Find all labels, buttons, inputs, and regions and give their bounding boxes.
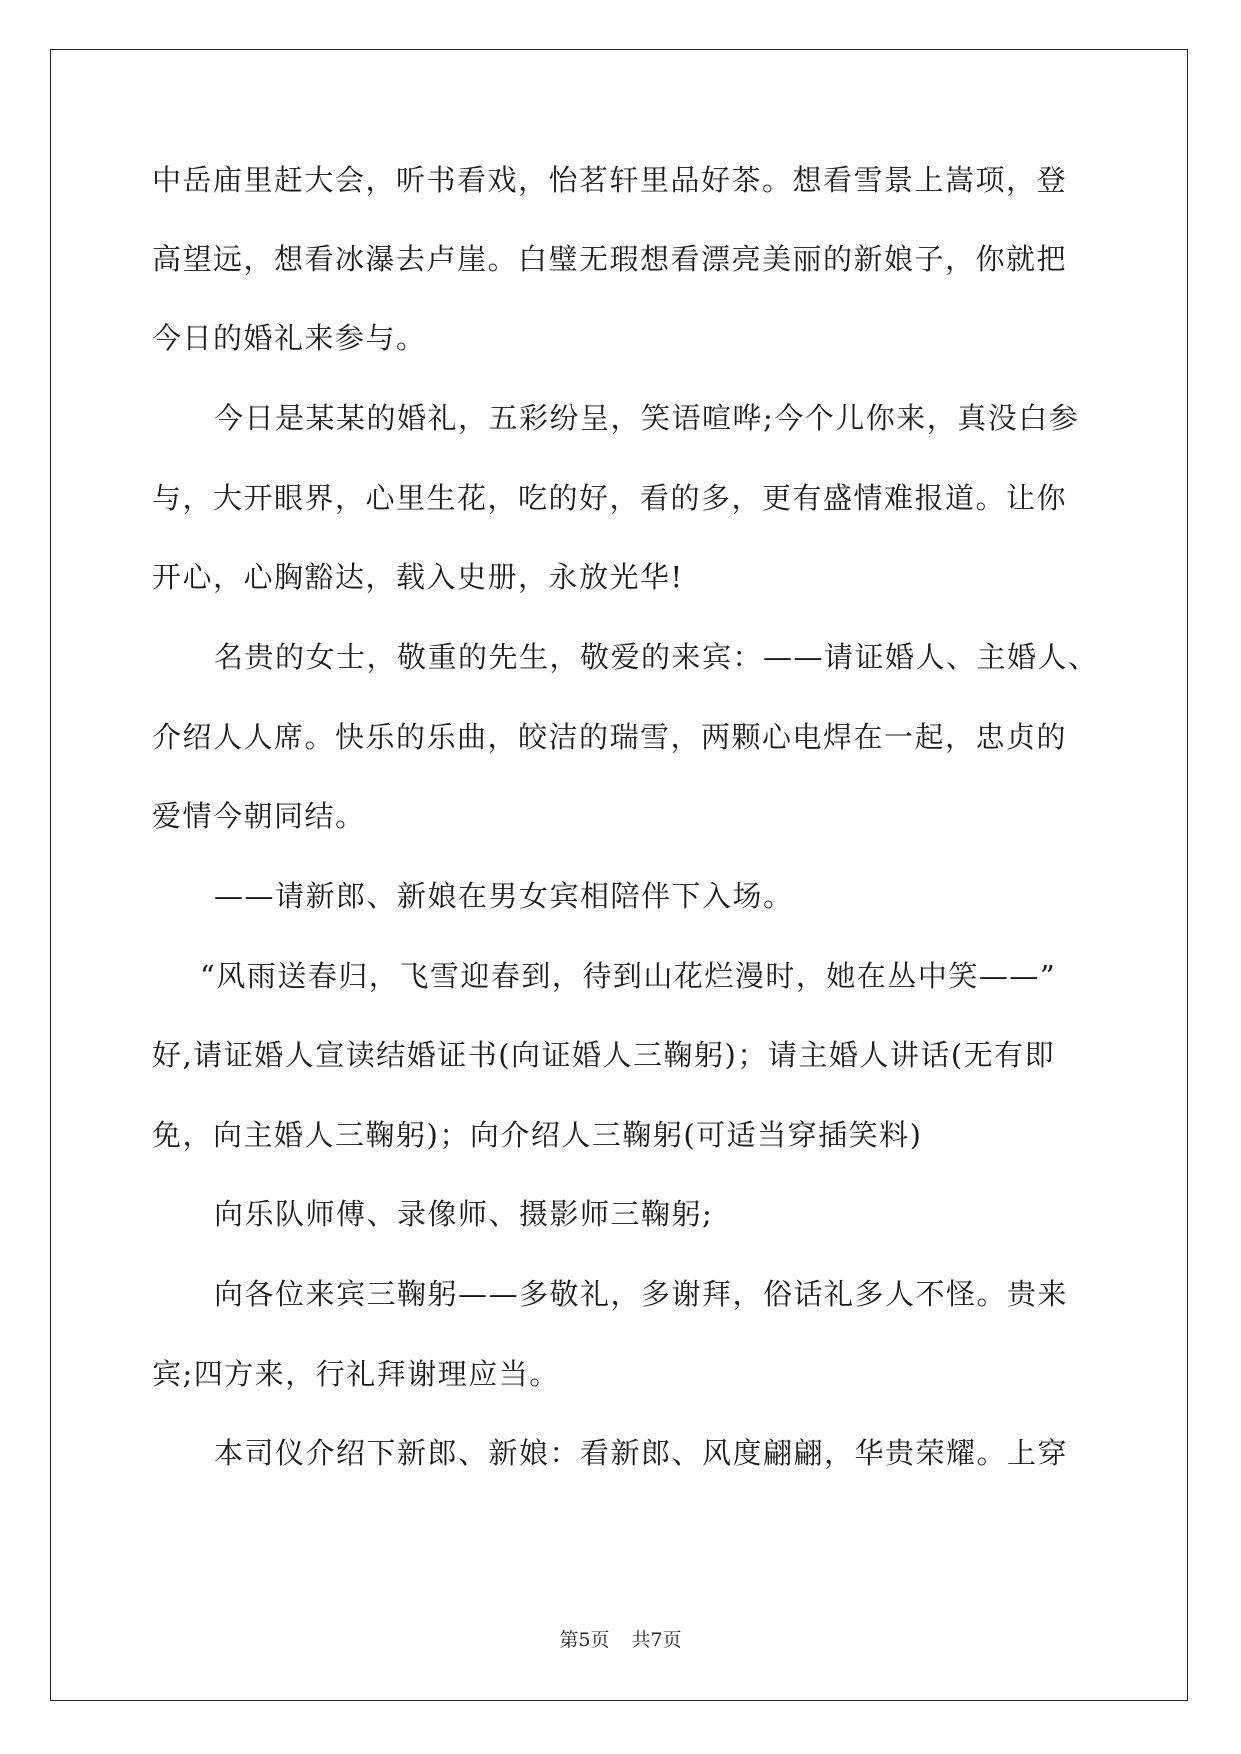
text-line: 向各位来宾三鞠躬——多敬礼，多谢拜，俗话礼多人不怪。贵来 [214, 1277, 1069, 1311]
text-line: 介绍人人席。快乐的乐曲，皎洁的瑞雪，两颗心电焊在一起，忠贞的 [152, 720, 1068, 754]
text-line: 高望远，想看冰瀑去卢崖。白璧无瑕想看漂亮美丽的新娘子，你就把 [152, 242, 1068, 276]
text-line: 名贵的女士，敬重的先生，敬爱的来宾：——请证婚人、主婚人、 [214, 640, 1099, 674]
text-line: 好,请证婚人宣读结婚证书(向证婚人三鞠躬)；请主婚人讲话(无有即 [152, 1038, 1056, 1072]
text-line: 免，向主婚人三鞠躬)；向介绍人三鞠躬(可适当穿插笑料) [152, 1118, 923, 1152]
page-footer [0, 1628, 1241, 1652]
text-line: 向乐队师傅、录像师、摄影师三鞠躬; [214, 1197, 714, 1231]
text-line: 今日是某某的婚礼，五彩纷呈，笑语喧哗;今个儿你来，真没白参 [214, 401, 1080, 435]
text-line: 与，大开眼界，心里生花，吃的好，看的多，更有盛情难报道。让你 [152, 481, 1068, 515]
page-number: 第5页 [559, 1629, 610, 1651]
text-line: 中岳庙里赶大会，听书看戏，怡茗轩里品好茶。想看雪景上嵩项，登 [152, 163, 1068, 197]
text-line: 本司仪介绍下新郎、新娘：看新郎、风度翩翩，华贵荣耀。上穿 [214, 1436, 1069, 1470]
text-line: ——请新郎、新娘在男女宾相陪伴下入场。 [214, 879, 794, 913]
text-line: 爱情今朝同结。 [152, 799, 366, 833]
text-line: 开心，心胸豁达，载入史册，永放光华! [152, 560, 684, 594]
text-line: “风雨送春归，飞雪迎春到，待到山花烂漫时，她在丛中笑——” [200, 959, 1057, 993]
text-line: 宾;四方来，行礼拜谢理应当。 [152, 1357, 560, 1391]
page-total: 共7页 [631, 1629, 682, 1651]
text-line: 今日的婚礼来参与。 [152, 321, 427, 355]
